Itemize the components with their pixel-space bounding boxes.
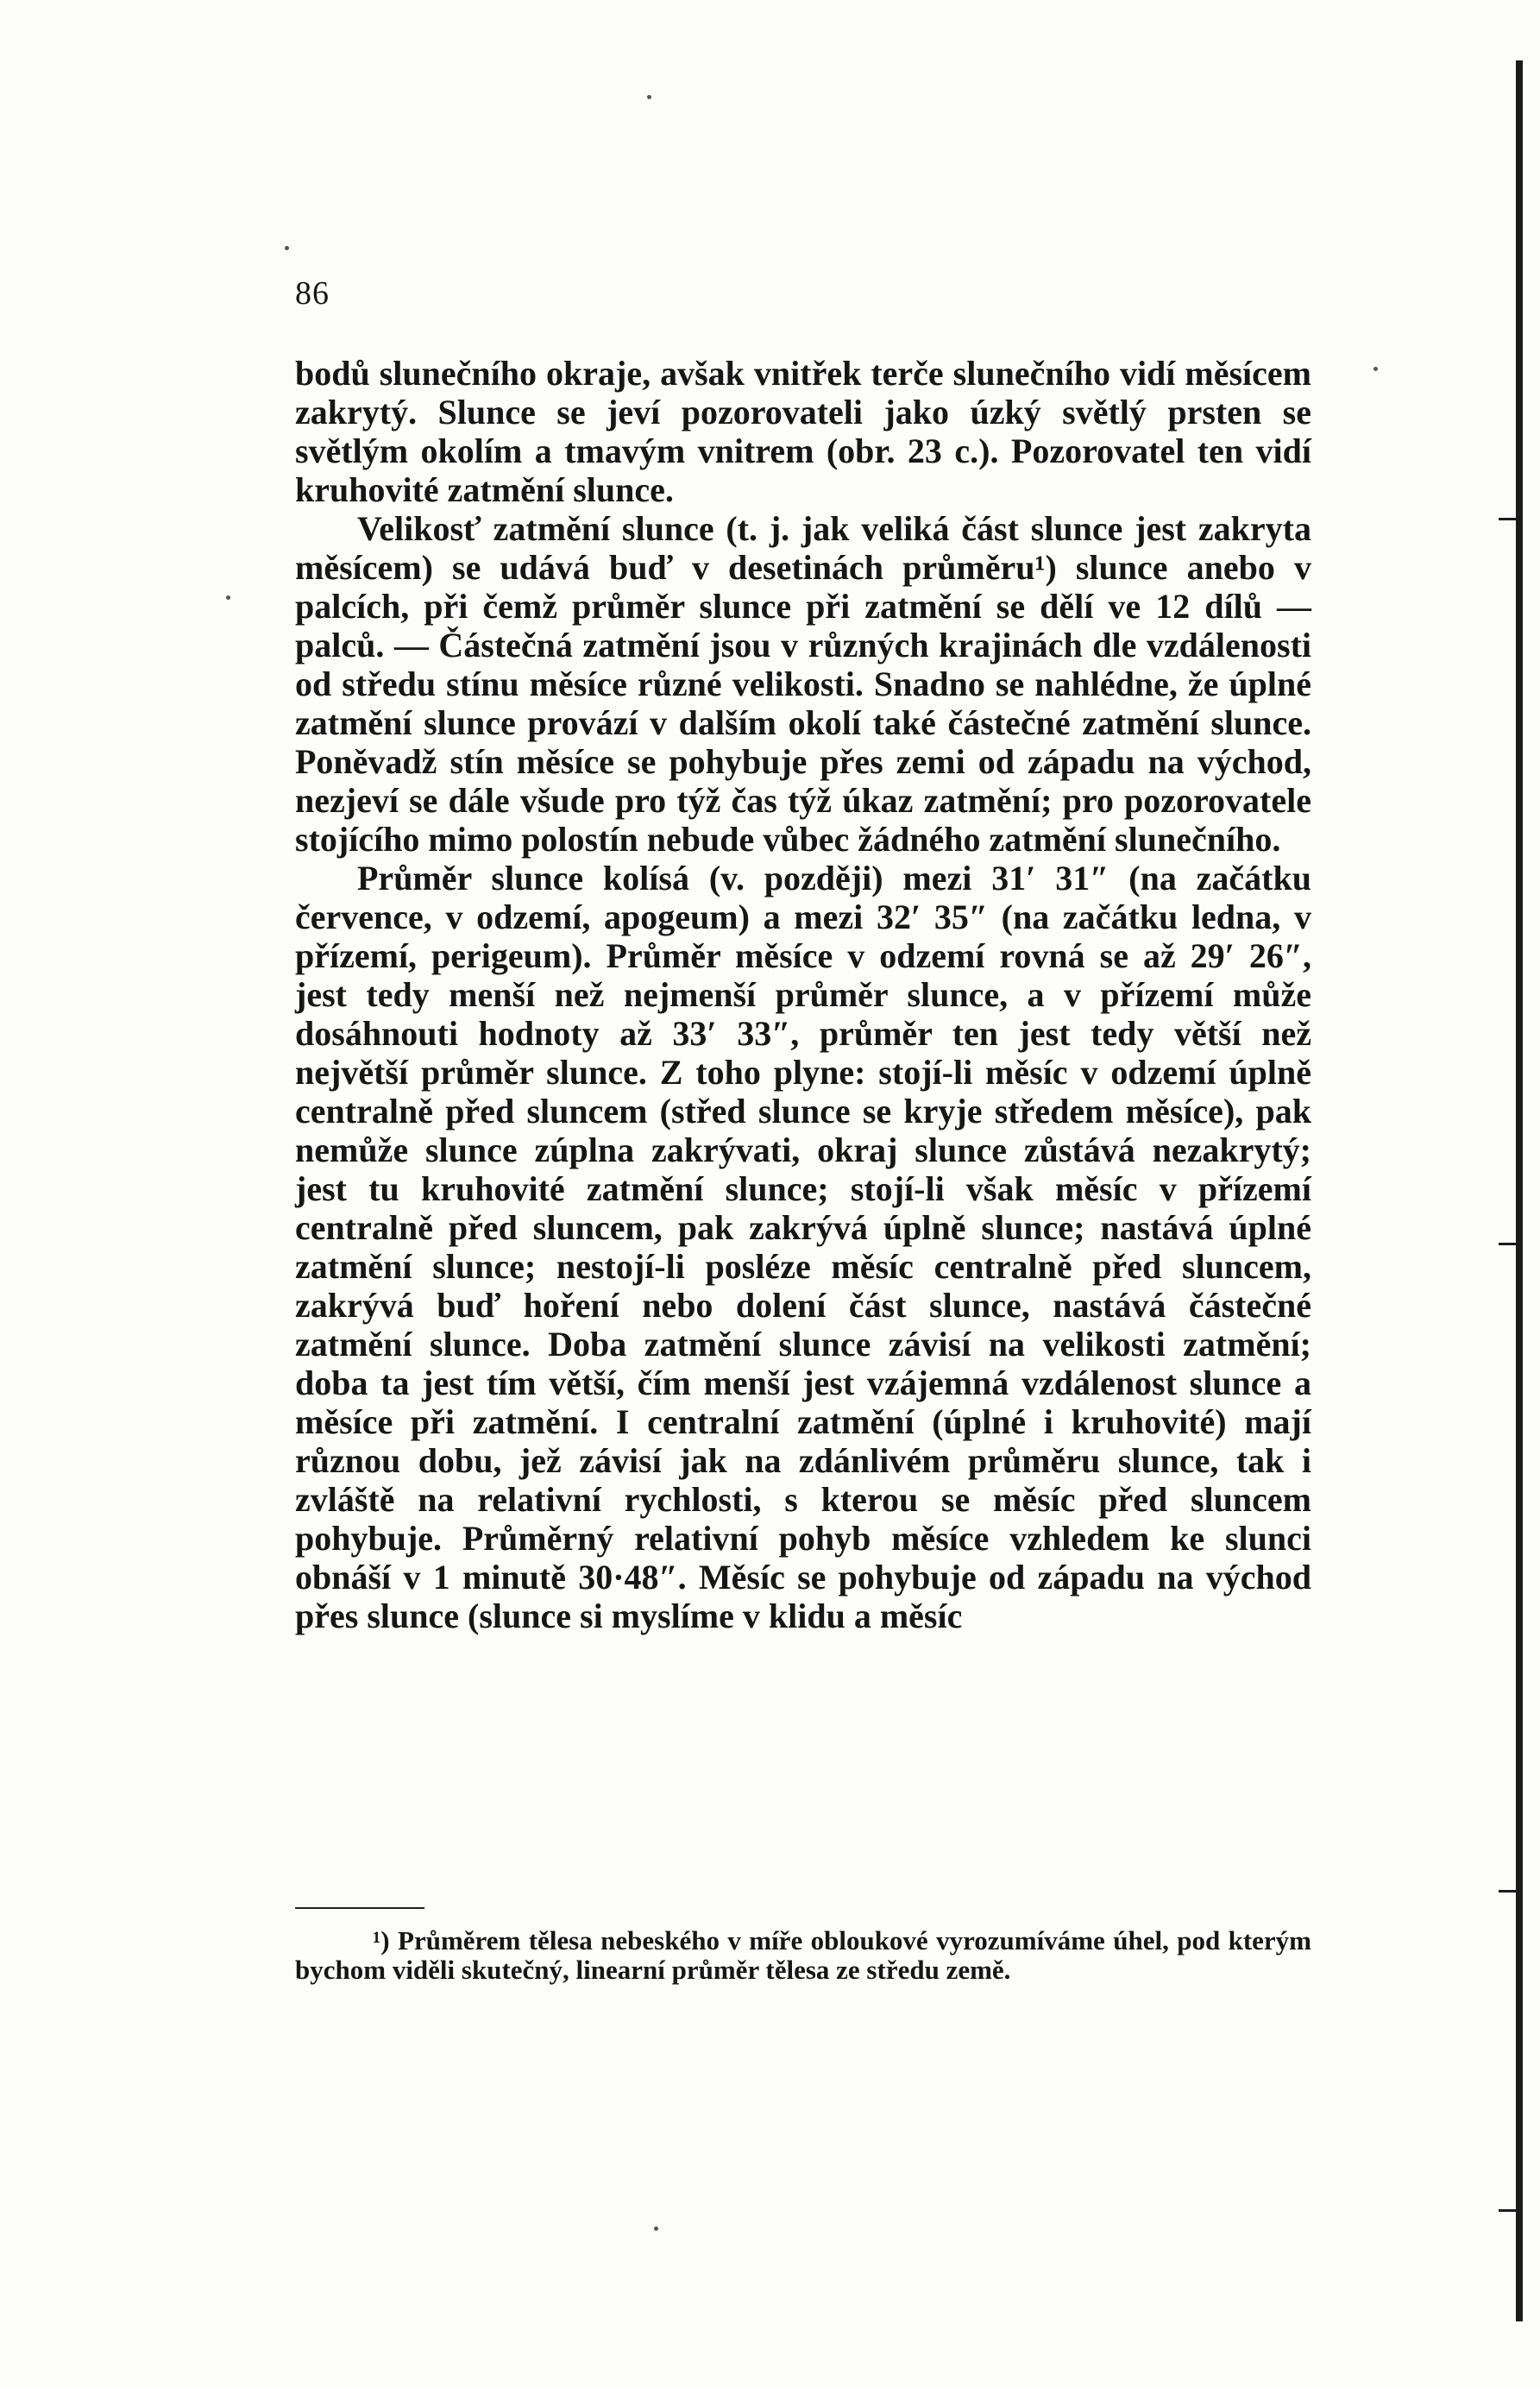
paragraph-2: Velikosť zatmění slunce (t. j. jak veliká část slunce jest zakryta měsícem) se udává buď v desetinách průměru¹) slunce anebo v palcích, při čemž průměr slunce při zatmění se dělí ve 12 dílů — palců. — Částečná zatmění jsou v různých krajinách dle vzdálenosti od středu stínu měsíce různé velikosti. Snadno se nahlédne, že úplné zatmění slunce provází v dalším okolí také částečné zatmění slunce. Poněvadž stín měsíce se pohybuje přes zemi od západu na východ, nezjeví se dále všude pro týž čas týž úkaz zatmění; pro pozorovatele stojícího mimo polostín nebude vůbec žádného zatmění slunečního. [295,509,1311,859]
footnote-mark: ¹) [373,1925,390,1956]
print-speck [226,595,230,600]
print-speck [1373,367,1378,371]
footnote-divider [295,1907,424,1909]
page-edge-tick [1499,1890,1523,1893]
footnote [295,1926,1311,1985]
page-number: 86 [295,275,330,312]
print-speck [285,246,289,250]
page-edge-tick [1499,518,1523,520]
paragraph-3: Průměr slunce kolísá (v. později) mezi 31′ 31″ (na začátku července, v odzemí, apogeum) a mezi 32′ 35″ (na začátku ledna, v přízemí, perigeum). Průměr měsíce v odzemí rovná se až 29′ 26″, jest tedy menší než nejmenší průměr slunce, a v přízemí může dosáhnouti hodnoty až 33′ 33″, průměr ten jest tedy větší než největší průměr slunce. Z toho plyne: stojí-li měsíc v odzemí úplně centralně před sluncem (střed slunce se kryje středem měsíce), pak nemůže slunce zúplna zakrývati, okraj slunce zůstává nezakrytý; jest tu kruhovité zatmění slunce; stojí-li však měsíc v přízemí centralně před sluncem, pak zakrývá úplně slunce; nastává úplné zatmění slunce; nestojí-li posléze měsíc centralně před sluncem, zakrývá buď hoření nebo dolení část slunce, nastává částečné zatmění slunce. Doba zatmění slunce závisí na velikosti zatmění; doba ta jest tím větší, čím menší jest vzájemná vzdálenost slunce a měsíce při zatmění. I centralní zatmění (úplné i kruhovité) mají různou dobu, jež závisí jak na zdánlivém průměru slunce, tak i zvláště na relativní rychlosti, s kterou se měsíc před sluncem pohybuje. Průměrný relativní pohyb měsíce vzhledem ke slunci obnáší v 1 minutě 30·48″. Měsíc se pohybuje od západu na východ přes slunce (slunce si myslíme v klidu a měsíc [295,859,1311,1635]
body-text [295,354,1311,1635]
footnote-text: Průměrem tělesa nebeského v míře obloukové vyrozumíváme úhel, pod kterým bychom viděli skutečný, linearní průměr tělesa ze středu země. [295,1925,1311,1985]
page-edge-binding [1516,60,1523,2321]
paragraph-1: bodů slunečního okraje, avšak vnitřek terče slunečního vidí měsícem zakrytý. Slunce se jeví pozorovateli jako úzký světlý prsten se světlým okolím a tmavým vnitrem (obr. 23 c.). Pozorovatel ten vidí kruhovité zatmění slunce. [295,354,1311,509]
print-speck [647,95,651,99]
page-edge-tick [1499,2209,1523,2212]
print-speck [654,2226,658,2231]
page-edge-tick [1499,1243,1523,1245]
